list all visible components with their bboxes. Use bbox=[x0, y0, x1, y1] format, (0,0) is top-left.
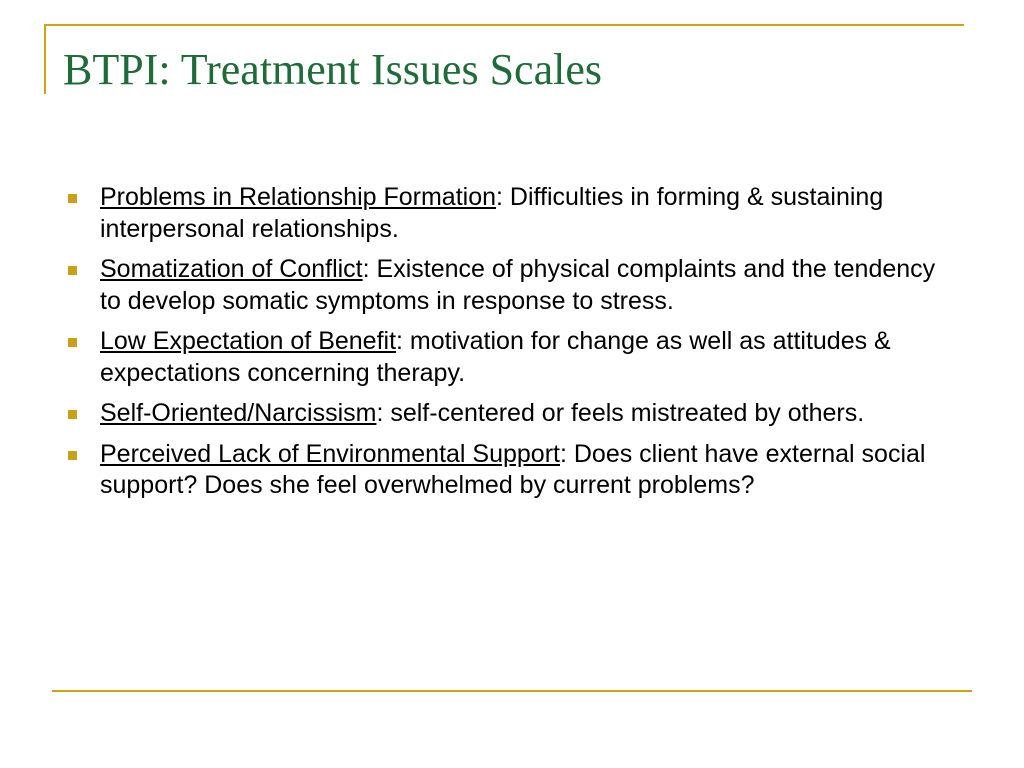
bullet-description: : Existence of physical complaints and the tendency to develop somatic symptoms in response to stress. bbox=[100, 255, 936, 315]
square-bullet-icon bbox=[68, 338, 77, 347]
square-bullet-icon bbox=[68, 266, 77, 275]
square-bullet-icon bbox=[68, 410, 77, 419]
top-accent-line bbox=[44, 24, 964, 26]
bullet-item-narcissism bbox=[68, 398, 948, 430]
bullet-description: : motivation for change as well as attitudes & expectations concerning therapy. bbox=[100, 327, 891, 387]
bullet-item-low-expectation bbox=[68, 326, 948, 389]
bullet-item-relationship-formation bbox=[68, 182, 948, 245]
bullet-term: Somatization of Conflict bbox=[100, 255, 363, 283]
slide-title: BTPI: Treatment Issues Scales bbox=[63, 45, 602, 94]
bullet-term: Self-Oriented/Narcissism bbox=[100, 399, 377, 427]
bottom-accent-line bbox=[52, 690, 972, 692]
left-accent-line bbox=[44, 24, 46, 94]
bullet-list bbox=[68, 182, 948, 511]
bullet-item-environmental-support bbox=[68, 439, 948, 502]
bullet-item-somatization bbox=[68, 254, 948, 317]
square-bullet-icon bbox=[68, 194, 77, 203]
bullet-description: : self-centered or feels mistreated by others. bbox=[376, 399, 865, 427]
bullet-description: : Does client have external social support? Does she feel overwhelmed by current problems? bbox=[100, 439, 926, 499]
bullet-term: Low Expectation of Benefit bbox=[100, 327, 397, 355]
square-bullet-icon bbox=[68, 451, 77, 460]
bullet-term: Perceived Lack of Environmental Support bbox=[100, 439, 560, 468]
bullet-description: : Difficulties in forming & sustaining interpersonal relationships. bbox=[100, 183, 884, 243]
bullet-term: Problems in Relationship Formation bbox=[100, 183, 497, 211]
